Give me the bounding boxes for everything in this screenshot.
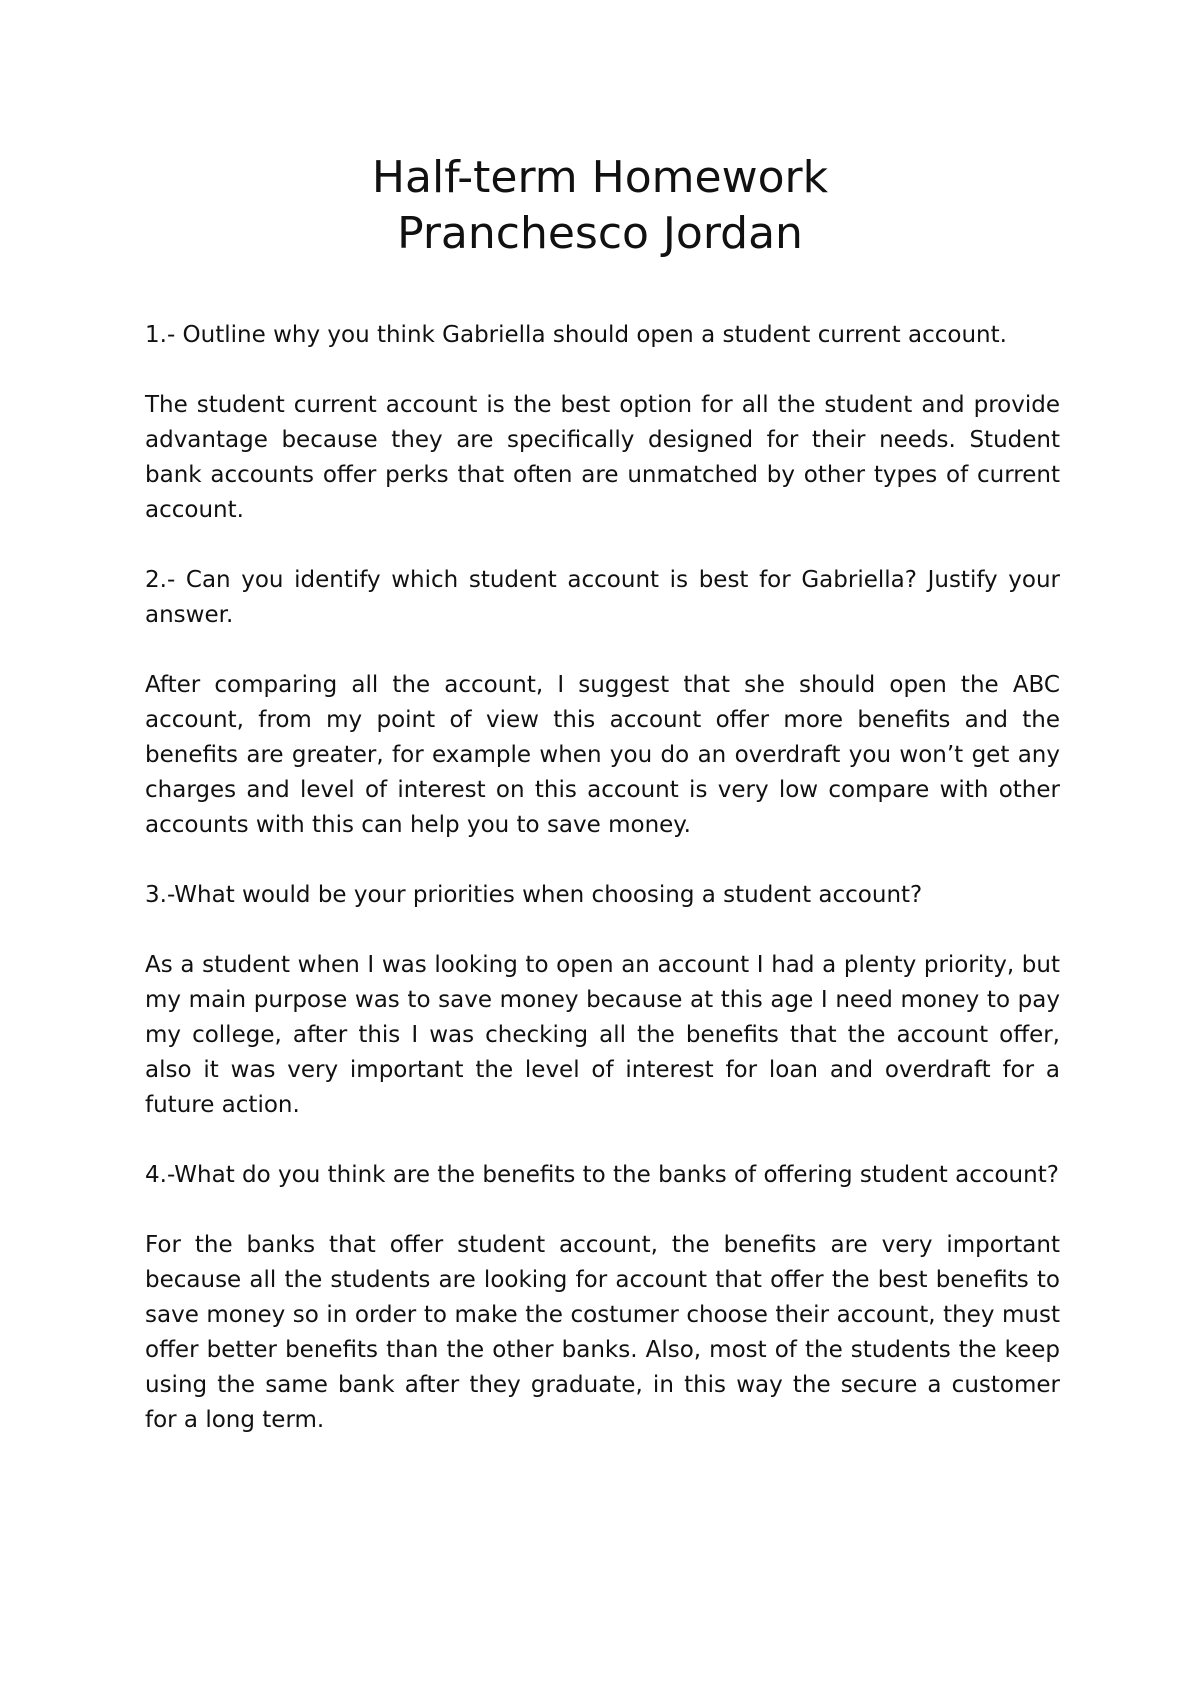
answer-2: After comparing all the account, I suggest that she should open the ABC account, from my point of view this account offer more benefits and the benefits are greater, for example when you do an overdraft you won’t get any charges and level of interest on this account is very low compare with other accounts with this can help you to save money. <box>145 672 1060 838</box>
question-2: 2.- Can you identify which student account is best for Gabriella? Justify your answer. <box>145 567 1060 628</box>
answer-4: For the banks that offer student account, the benefits are very important because all the students are looking for account that offer the best benefits to save money so in order to make the costumer choose their account, they must offer better benefits than the other banks. Also, most of the students the keep using the same bank after they graduate, in this way the secure a customer for a long term. <box>145 1232 1060 1433</box>
title-homework: Half-term Homework <box>371 152 829 203</box>
question-3: 3.-What would be your priorities when choosing a student account? <box>145 882 923 908</box>
answer-3: As a student when I was looking to open an account I had a plenty priority, but my main purpose was to save money because at this age I need money to pay my college, after this I was checking all the benefits that the account offer, also it was very important the level of interest for loan and overdraft for a future action. <box>145 952 1060 1118</box>
title-author: Pranchesco Jordan <box>397 208 803 259</box>
question-1: 1.- Outline why you think Gabriella should open a student current account. <box>145 322 1007 348</box>
document-body <box>145 318 1060 1473</box>
document-title <box>0 150 1200 262</box>
question-4: 4.-What do you think are the benefits to the banks of offering student account? <box>145 1162 1059 1188</box>
answer-1: The student current account is the best option for all the student and provide advantage because they are specifically designed for their needs. Student bank accounts offer perks that often are unmatched by other types of current account. <box>145 392 1060 523</box>
